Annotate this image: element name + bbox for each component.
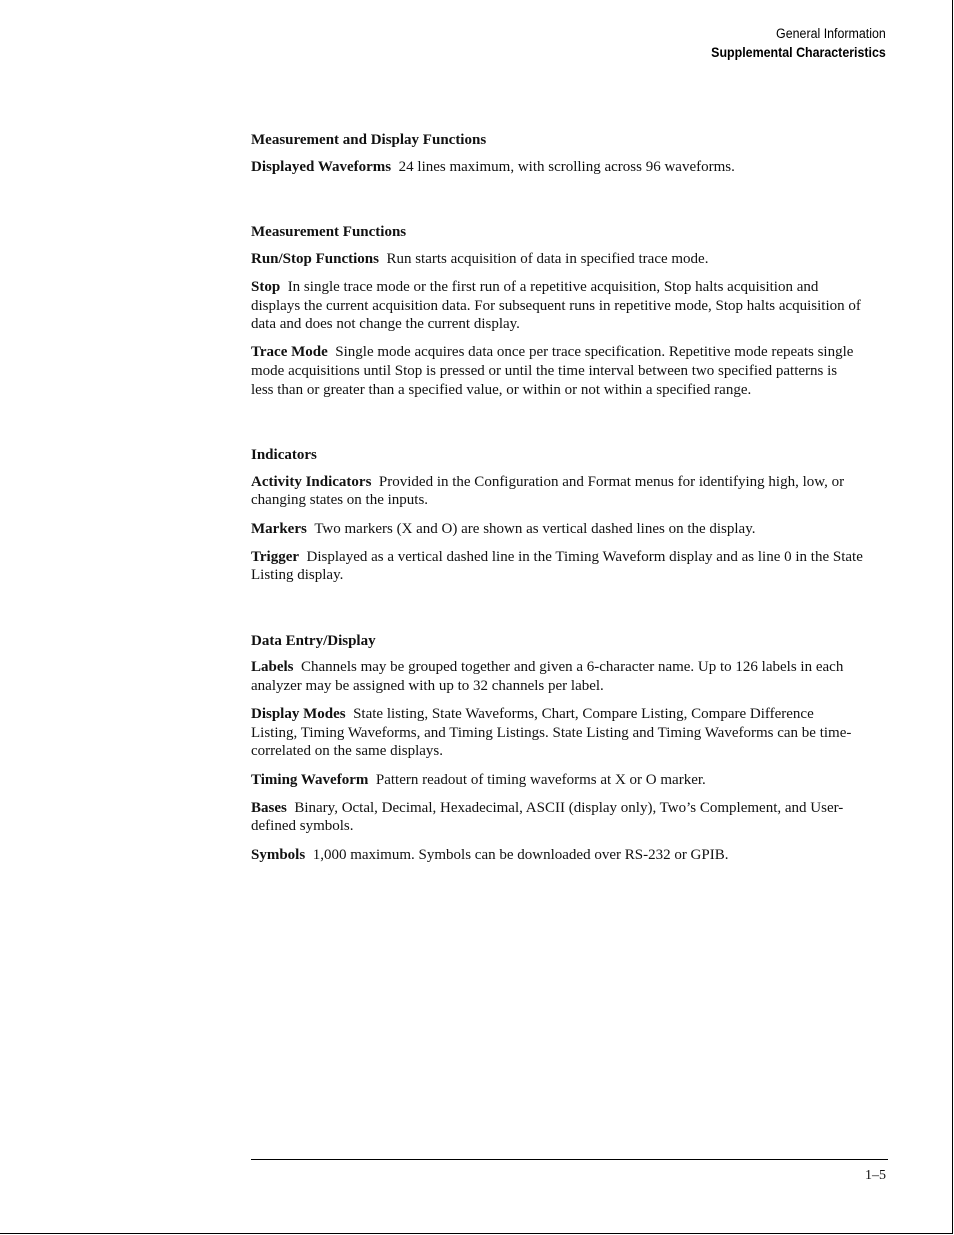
spec-entry-markers	[251, 520, 863, 539]
spec-term: Symbols	[251, 846, 306, 863]
footer-divider	[251, 1159, 888, 1160]
section-heading: Indicators	[251, 447, 317, 464]
spec-entry-display-modes	[251, 705, 863, 761]
page-number: 1–5	[865, 1168, 886, 1183]
spec-text: Displayed as a vertical dashed line in the Timing Waveform display and as line 0 in the State Listing display.	[251, 548, 863, 584]
spec-text: Channels may be grouped together and given a 6-character name. Up to 126 labels in each analyzer may be assigned with up to 32 channels per label.	[251, 659, 844, 695]
spec-term: Markers	[251, 520, 307, 537]
spec-text: Single mode acquires data once per trace specification. Repetitive mode repeats single mode acquisitions until Stop is pressed or until the time interval between two specified patterns is less than or greater than a specified value, or within or not within a specified range.	[251, 344, 854, 398]
spec-entry-activity-indicators	[251, 473, 863, 510]
spec-entry-run-stop-functions	[251, 250, 863, 269]
spec-term: Bases	[251, 799, 287, 816]
spec-term: Labels	[251, 659, 294, 676]
section-measurement-display	[251, 131, 863, 176]
spec-text: In single trace mode or the first run of a repetitive acquisition, Stop halts acquisition and displays the current acquisition data. For subsequent runs in repetitive mode, Stop halts acquisition of data and does not change the current display.	[251, 278, 861, 333]
spec-term: Trace Mode	[251, 344, 328, 361]
spec-term: Displayed Waveforms	[251, 158, 392, 175]
spec-entry-symbols	[251, 846, 863, 865]
running-header	[711, 24, 886, 62]
spec-entry-displayed-waveforms	[251, 158, 863, 177]
spec-text: Run starts acquisition of data in specified trace mode.	[386, 250, 709, 267]
section-heading: Data Entry/Display	[251, 632, 376, 649]
section-heading: Measurement Functions	[251, 224, 407, 241]
spec-text: Pattern readout of timing waveforms at X or O marker.	[375, 771, 706, 788]
section-title: Supplemental Characteristics	[711, 45, 886, 60]
spec-text: Provided in the Configuration and Format menus for identifying high, low, or changing states on the inputs.	[251, 473, 845, 509]
spec-text: State listing, State Waveforms, Chart, Compare Listing, Compare Difference Listing, Timing Waveforms, and Timing Listings. State Listing and Timing Waveforms can be time-correlated on the same displays.	[251, 706, 852, 760]
spec-term: Stop	[251, 278, 281, 295]
spec-text: Two markers (X and O) are shown as vertical dashed lines on the display.	[314, 520, 756, 537]
section-measurement-functions	[251, 223, 863, 399]
spec-entry-trigger	[251, 548, 863, 585]
section-data-entry-display	[251, 632, 863, 864]
page-content	[251, 131, 863, 911]
spec-entry-timing-waveform	[251, 771, 863, 790]
spec-term: Trigger	[251, 548, 300, 565]
spec-entry-trace-mode	[251, 343, 863, 399]
spec-entry-bases	[251, 799, 863, 836]
spec-entry-stop	[251, 278, 863, 334]
spec-text: 1,000 maximum. Symbols can be downloaded over RS-232 or GPIB.	[312, 846, 729, 863]
section-indicators	[251, 446, 863, 585]
spec-term: Display Modes	[251, 706, 346, 723]
chapter-title: General Information	[776, 26, 886, 41]
spec-text: Binary, Octal, Decimal, Hexadecimal, ASCII (display only), Two’s Complement, and User-defined symbols.	[251, 799, 844, 835]
spec-term: Run/Stop Functions	[251, 250, 379, 267]
spec-entry-labels	[251, 658, 863, 695]
spec-term: Activity Indicators	[251, 473, 372, 490]
spec-term: Timing Waveform	[251, 771, 369, 788]
spec-text: 24 lines maximum, with scrolling across 96 waveforms.	[398, 158, 735, 175]
section-heading: Measurement and Display Functions	[251, 132, 487, 148]
